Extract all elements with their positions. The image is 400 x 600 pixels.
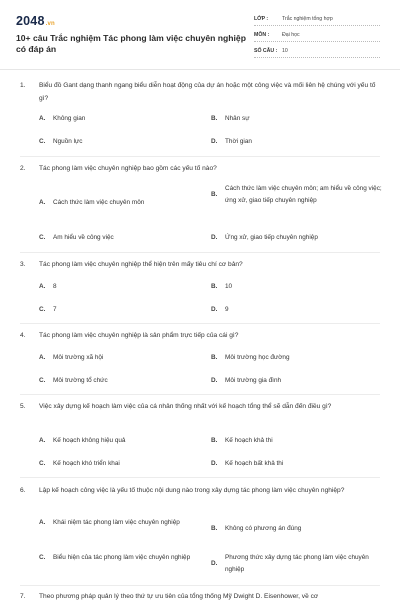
option-text: 8 [53,283,57,290]
option-b[interactable] [211,435,375,447]
meta-row-count [254,44,380,58]
option-letter: D. [211,377,218,384]
option-text: Cách thức làm việc chuyên môn; am hiểu về công việc; ứng xử, giao tiếp chuyên nghiệp [225,185,382,204]
option-a[interactable] [39,517,193,529]
question-divider [20,252,380,253]
option-text: Kế hoạch không hiệu quả [53,437,126,444]
option-c[interactable] [39,136,203,148]
meta-value: Trắc nghiệm tổng hợp [282,15,333,22]
option-letter: B. [211,354,218,361]
option-d[interactable] [211,552,385,575]
header-divider [0,69,400,70]
option-d[interactable] [211,375,375,387]
option-letter: D. [211,138,218,145]
option-d[interactable] [211,458,375,470]
meta-value: Đại học [282,31,300,38]
option-text: Cách thức làm việc chuyên môn [53,199,145,206]
document-title: 10+ câu Trắc nghiệm Tác phong làm việc chuyên nghiệp có đáp án [16,33,246,54]
meta-row-class [254,12,380,26]
option-a[interactable] [39,352,203,364]
question-number: 2. [20,165,26,172]
option-letter: A. [39,283,46,290]
option-c[interactable] [39,375,203,387]
option-letter: A. [39,519,46,526]
option-letter: A. [39,115,46,122]
option-text: Khái niệm tác phong làm việc chuyên nghiệp [53,519,180,526]
option-text: Không có phương án đúng [225,525,302,532]
option-text: Ứng xử, giao tiếp chuyên nghiệp [225,234,318,241]
question-2 [20,163,382,241]
option-b[interactable] [211,113,375,125]
question-divider [20,323,380,324]
question-text: Tác phong làm việc chuyên nghiệp bao gồm các yếu tố nào? [39,165,217,172]
question-7 [20,591,380,600]
option-letter: C. [39,377,46,384]
option-letter: C. [39,234,46,241]
option-c[interactable] [39,232,203,244]
option-b[interactable] [211,352,375,364]
question-stem [20,80,380,105]
option-b[interactable] [211,281,375,293]
option-c[interactable] [39,458,203,470]
option-letter: C. [39,460,46,467]
question-stem [20,163,380,176]
question-number: 4. [20,332,26,339]
option-text: Nguồn lực [53,138,83,145]
option-text: 7 [53,306,57,313]
meta-row-subject [254,28,380,42]
option-text: Am hiểu về công việc [53,234,114,241]
option-letter: B. [211,115,218,122]
question-number: 1. [20,82,26,89]
option-letter: A. [39,354,46,361]
document-header [0,0,400,64]
option-b[interactable] [211,183,385,206]
question-4 [20,330,380,384]
question-divider [20,394,380,395]
option-b[interactable] [211,523,375,535]
question-text: Theo phương pháp quản lý theo thứ tự ưu tiên của tổng thống Mỹ Dwight D. Eisenhower, về cơ [39,593,319,600]
option-c[interactable] [39,304,203,316]
question-stem [20,591,380,600]
option-d[interactable] [211,232,385,244]
question-stem [20,485,380,498]
option-d[interactable] [211,136,375,148]
option-letter: C. [39,554,46,561]
meta-info [254,12,380,60]
option-text: Kế hoạch khó triển khai [53,460,120,467]
option-letter: B. [211,525,218,532]
question-text: Lập kế hoạch công việc là yếu tố thuộc nội dung nào trong xây dựng tác phong làm việc chuyên nghiệp? [39,487,345,494]
question-5 [20,401,380,467]
question-1 [20,80,380,145]
meta-label: MÔN : [254,31,270,38]
question-text: Việc xây dựng kế hoạch làm việc của cá nhân thống nhất với kế hoạch tổng thể sẽ dẫn đến điều gì? [39,403,332,410]
option-letter: B. [211,190,218,198]
option-text: Biểu hiện của tác phong làm việc chuyên nghiệp [53,554,191,561]
question-stem [20,330,380,343]
option-letter: D. [211,306,218,313]
option-text: 9 [225,306,229,313]
option-letter: A. [39,199,46,206]
option-text: Phương thức xây dựng tác phong làm việc chuyên nghiệp [225,554,369,573]
meta-label: SỐ CÂU : [254,47,278,54]
option-d[interactable] [211,304,375,316]
question-text: Tác phong làm việc chuyên nghiệp là sản phẩm trực tiếp của cái gì? [39,332,239,339]
option-c[interactable] [39,552,193,564]
question-text: Biểu đồ Gant dạng thanh ngang biểu diễn hoạt động của dự án hoặc một công việc và mối liên hệ chúng với yếu tố gì? [39,82,376,102]
question-3 [20,259,380,313]
question-number: 6. [20,487,26,494]
option-text: 10 [225,283,233,290]
option-text: Môi trường xã hội [53,354,104,361]
option-text: Môi trường gia đình [225,377,282,384]
option-text: Thời gian [225,138,252,145]
option-text: Môi trường học đường [225,354,290,361]
question-stem [20,401,380,414]
question-number: 7. [20,593,26,600]
option-letter: D. [211,559,218,567]
option-letter: A. [39,437,46,444]
option-a[interactable] [39,281,203,293]
option-letter: B. [211,437,218,444]
site-logo[interactable] [16,14,55,28]
option-letter: B. [211,283,218,290]
question-6 [20,485,380,573]
meta-label: LỚP : [254,15,269,22]
question-divider [20,477,380,478]
option-text: Kế hoạch khả thi [225,437,273,444]
question-number: 3. [20,261,26,268]
option-letter: C. [39,306,46,313]
meta-value: 10 [282,47,288,54]
option-text: Môi trường tổ chức [53,377,108,384]
option-a[interactable] [39,435,203,447]
option-text: Kế hoạch bất khả thi [225,460,284,467]
logo-text: 2048 [16,14,45,28]
question-stem [20,259,380,272]
question-number: 5. [20,403,26,410]
option-letter: D. [211,234,218,241]
question-divider [20,585,380,586]
option-letter: D. [211,460,218,467]
option-a[interactable] [39,113,203,125]
question-text: Tác phong làm việc chuyên nghiệp thể hiện trên mấy tiêu chí cơ bản? [39,261,243,268]
option-text: Nhân sự [225,115,250,122]
logo-suffix: .vn [45,21,55,27]
option-letter: C. [39,138,46,145]
option-a[interactable] [39,197,203,209]
question-divider [20,156,380,157]
option-text: Không gian [53,115,86,122]
